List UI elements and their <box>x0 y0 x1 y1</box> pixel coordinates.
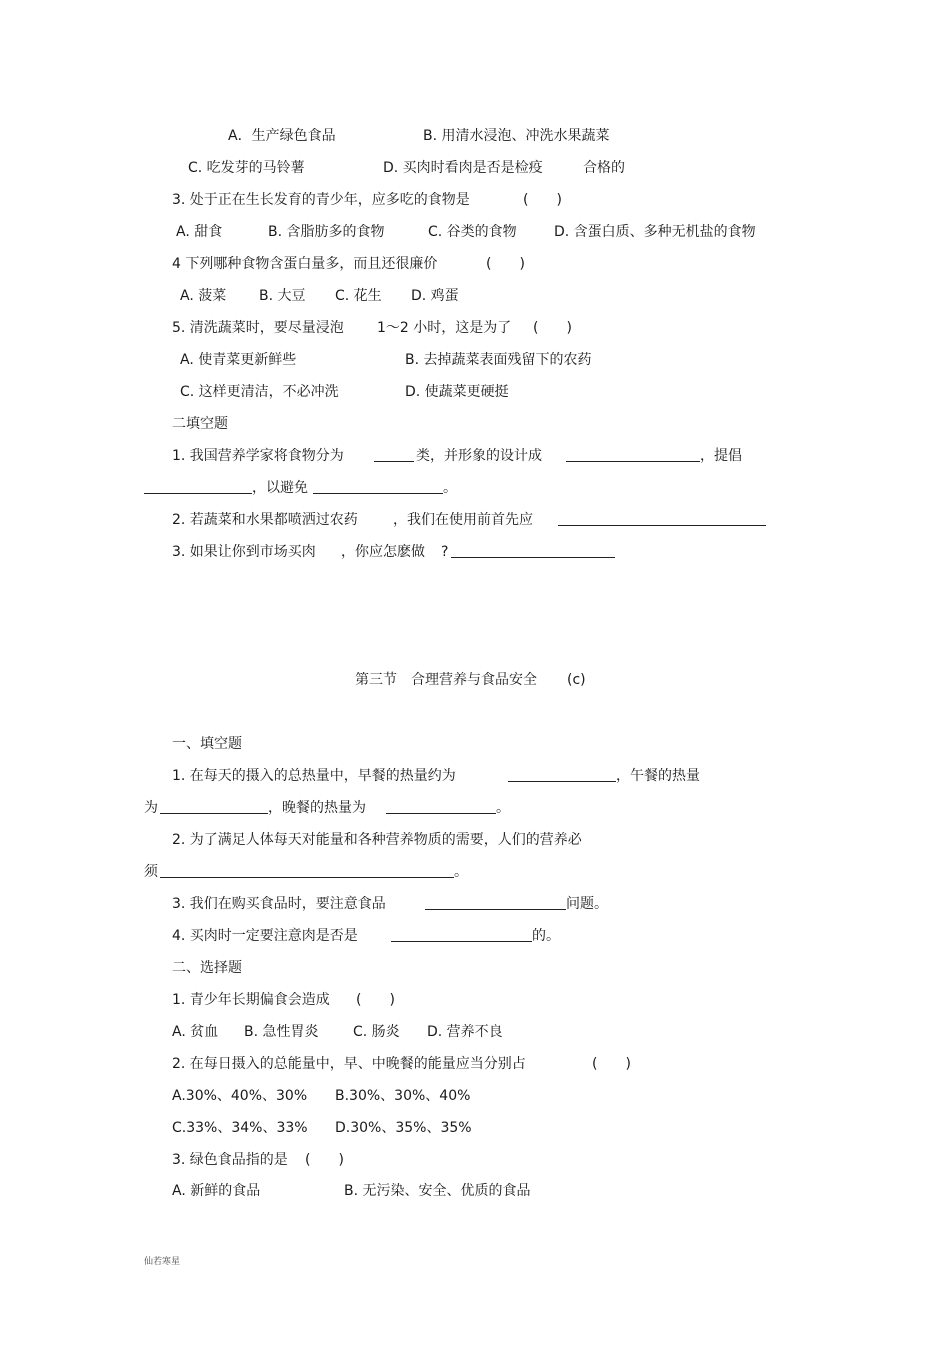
q4-option-b: B. 大豆 <box>259 288 306 304</box>
q5-option-b: B. 去掉蔬菜表面残留下的农药 <box>405 352 592 368</box>
fill1-text-a: 1. 我国营养学家将食物分为 <box>172 448 344 464</box>
s-choice1-option-a: A. 贫血 <box>172 1024 219 1040</box>
s-choice3-option-b: B. 无污染、安全、优质的食品 <box>344 1183 531 1199</box>
s-fill2-text-c: 。 <box>454 864 468 880</box>
fill3-text-c: ? <box>441 544 449 560</box>
s-fill3-blank[interactable] <box>425 896 566 910</box>
s-choice2-text: 2. 在每日摄入的总能量中，早、中晚餐的能量应当分别占 <box>172 1056 526 1072</box>
q4-option-d: D. 鸡蛋 <box>411 288 459 304</box>
q5-answer-paren: ( ) <box>533 320 572 336</box>
s-choice2-paren: ( ) <box>592 1056 631 1072</box>
q5-text: 5. 清洗蔬菜时，要尽量浸泡 <box>172 320 344 336</box>
s-fill3-text-a: 3. 我们在购买食品时，要注意食品 <box>172 896 386 912</box>
s-fill4-text-a: 4. 买肉时一定要注意肉是否是 <box>172 928 358 944</box>
fill3-text-a: 3. 如果让你到市场买肉 <box>172 544 316 560</box>
s-fill2-text-b: 须 <box>144 864 158 880</box>
fill2-blank[interactable] <box>558 512 766 526</box>
fill1-text-e: 。 <box>443 480 457 496</box>
s-fill2-text-a: 2. 为了满足人体每天对能量和各种营养物质的需要，人们的营养必 <box>172 832 582 848</box>
q3-option-d: D. 含蛋白质、多种无机盐的食物 <box>554 224 756 240</box>
q3-option-c: C. 谷类的食物 <box>428 224 517 240</box>
s-choice2-option-a: A.30%、40%、30% <box>172 1088 308 1104</box>
s-fill4-blank[interactable] <box>391 928 532 942</box>
s-choice3-text: 3. 绿色食品指的是 <box>172 1152 288 1168</box>
fill-section-heading: 二填空题 <box>172 416 228 432</box>
s-fill1-blank-breakfast[interactable] <box>508 768 616 782</box>
fill1-blank-2[interactable] <box>566 448 700 462</box>
s-fill1-text-e: 。 <box>496 800 510 816</box>
fill3-text-b: ，你应怎麽做 <box>341 544 425 560</box>
s-fill1-blank-lunch[interactable] <box>160 800 268 814</box>
s-choice1-text: 1. 青少年长期偏食会造成 <box>172 992 330 1008</box>
s-choice1-option-c: C. 肠炎 <box>353 1024 400 1040</box>
q2-option-a: A．生产绿色食品 <box>228 128 336 144</box>
q3-option-a: A. 甜食 <box>176 224 223 240</box>
fill1-text-c: ，提倡 <box>700 448 742 464</box>
s-fill1-text-d: ，晚餐的热量为 <box>268 800 366 816</box>
s-fill1-text-b: ，午餐的热量 <box>616 768 700 784</box>
q2-option-d-cont: 合格的 <box>583 160 625 176</box>
fill1-blank-3[interactable] <box>144 480 252 494</box>
fill2-text-a: 2. 若蔬菜和水果都喷洒过农药 <box>172 512 358 528</box>
fill1-text-b: 类，并形象的设计成 <box>416 448 542 464</box>
q2-option-d: D. 买肉时看肉是否是检疫 <box>383 160 543 176</box>
q5-text-cont: 1～2 小时，这是为了 <box>377 320 512 336</box>
s-choice2-option-c: C.33%、34%、33% <box>172 1120 308 1136</box>
q2-option-b: B. 用清水浸泡、冲洗水果蔬菜 <box>423 128 610 144</box>
section-title-suffix: (c) <box>567 672 586 688</box>
q4-text: 4 下列哪种食物含蛋白量多，而且还很廉价 <box>172 256 438 272</box>
q5-option-c: C. 这样更清洁，不必冲洗 <box>180 384 339 400</box>
s-fill2-blank[interactable] <box>160 864 454 878</box>
fill1-blank-4[interactable] <box>313 480 443 494</box>
q4-option-a: A. 菠菜 <box>180 288 227 304</box>
section-fill-heading: 一、填空题 <box>172 736 242 752</box>
page-footer-watermark: 仙若寒星 <box>144 1257 181 1267</box>
s-choice3-option-a: A. 新鲜的食品 <box>172 1183 261 1199</box>
s-fill1-text-a: 1. 在每天的摄入的总热量中，早餐的热量约为 <box>172 768 456 784</box>
q3-answer-paren: ( ) <box>523 192 562 208</box>
q3-text: 3. 处于正在生长发育的青少年，应多吃的食物是 <box>172 192 470 208</box>
s-choice3-paren: ( ) <box>305 1152 344 1168</box>
s-choice2-option-d: D.30%、35%、35% <box>335 1120 472 1136</box>
q2-option-c: C. 吃发芽的马铃薯 <box>188 160 305 176</box>
s-choice1-option-d: D. 营养不良 <box>427 1024 503 1040</box>
section-title: 第三节 合理营养与食品安全 <box>355 672 537 688</box>
fill2-text-b: ，我们在使用前首先应 <box>393 512 533 528</box>
q3-option-b: B. 含脂肪多的食物 <box>268 224 385 240</box>
s-choice2-option-b: B.30%、30%、40% <box>335 1088 471 1104</box>
q4-answer-paren: ( ) <box>486 256 525 272</box>
s-fill4-text-b: 的。 <box>532 928 560 944</box>
s-fill1-text-c: 为 <box>144 800 158 816</box>
s-choice1-option-b: B. 急性胃炎 <box>244 1024 319 1040</box>
q4-option-c: C. 花生 <box>335 288 382 304</box>
s-choice1-paren: ( ) <box>356 992 395 1008</box>
section-choice-heading: 二、选择题 <box>172 960 242 976</box>
fill1-text-d: ，以避免 <box>252 480 308 496</box>
fill3-blank[interactable] <box>451 544 615 558</box>
s-fill3-text-b: 问题。 <box>566 896 608 912</box>
s-fill1-blank-dinner[interactable] <box>386 800 496 814</box>
fill1-blank-1[interactable] <box>374 448 414 462</box>
q5-option-a: A. 使青菜更新鲜些 <box>180 352 297 368</box>
q5-option-d: D. 使蔬菜更硬挺 <box>405 384 509 400</box>
